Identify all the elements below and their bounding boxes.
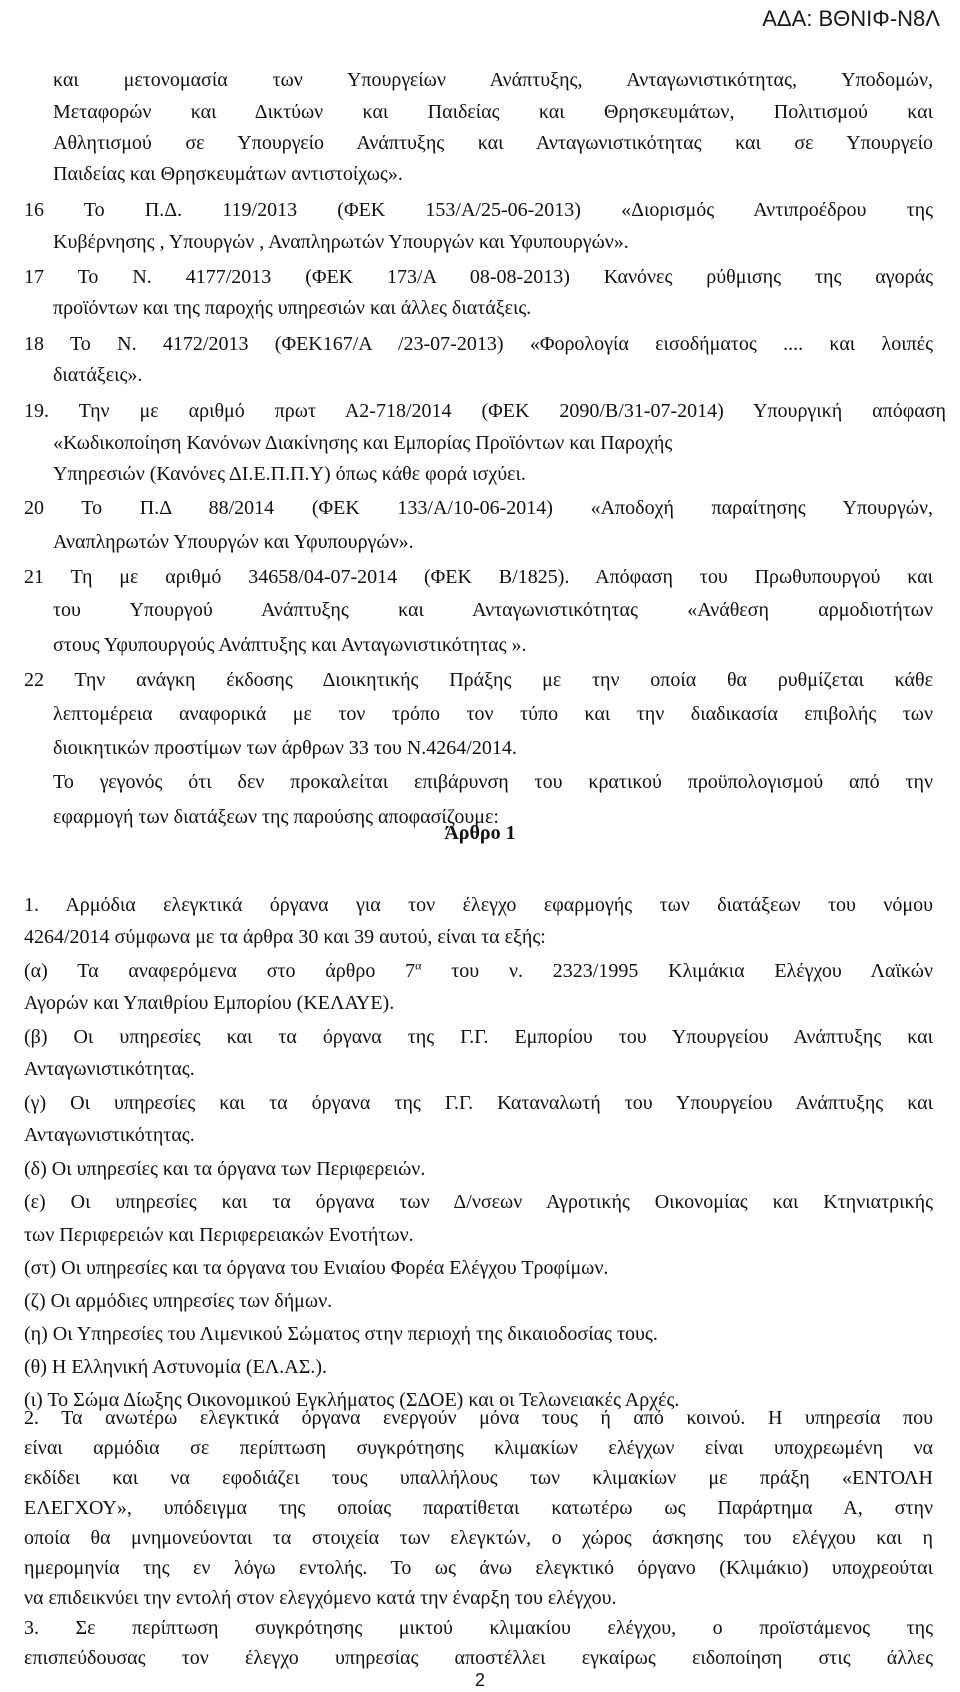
- text-line: 1. Αρμόδια ελεγκτικά όργανα για τον έλεγχο εφαρμογής των διατάξεων του νόμου: [24, 894, 933, 916]
- text-line: Κυβέρνησης , Υπουργών , Αναπληρωτών Υπουργών και Υφυπουργών».: [53, 231, 629, 253]
- text-line: Υπηρεσιών (Κανόνες ΔΙ.Ε.Π.Π.Υ) όπως κάθε φορά ισχύει.: [53, 463, 526, 485]
- text-line: ημερομηνία της εν λόγω εντολής. Το ως άνω ελεγκτικό όργανο (Κλιμάκιο) υποχρεούται: [24, 1557, 933, 1579]
- text-line: επισπεύδουσας τον έλεγχο υπηρεσίας αποστέλλει εγκαίρως ειδοποίηση στις άλλες: [24, 1647, 933, 1669]
- text-line: (β) Οι υπηρεσίες και τα όργανα της Γ.Γ. Εμπορίου του Υπουργείου Ανάπτυξης και: [24, 1026, 933, 1048]
- text-line: (ι) Το Σώμα Δίωξης Οικονομικού Εγκλήματος (ΣΔΟΕ) και οι Τελωνειακές Αρχές.: [24, 1389, 680, 1411]
- text-line: στους Υφυπουργούς Ανάπτυξης και Ανταγωνιστικότητας ».: [53, 634, 527, 656]
- text-line: λεπτομέρεια αναφορικά με τον τρόπο τον τύπο και την διαδικασία επιβολής των: [53, 703, 933, 725]
- text-line: Αγορών και Υπαιθρίου Εμπορίου (ΚΕΛΑΥΕ).: [24, 992, 395, 1014]
- text-line: οποία θα μνημονεύονται τα στοιχεία των ελεγκτών, ο χώρος άσκησης του ελέγχου και η: [24, 1527, 933, 1549]
- text-line: Ανταγωνιστικότητας.: [24, 1058, 195, 1080]
- text-line: των Περιφερειών και Περιφερειακών Ενοτήτων.: [24, 1224, 414, 1246]
- text-line: και μετονομασία των Υπουργείων Ανάπτυξης, Ανταγωνιστικότητας, Υποδομών,: [53, 69, 933, 91]
- text-line: Το γεγονός ότι δεν προκαλείται επιβάρυνση του κρατικού προϋπολογισμού από την: [53, 771, 933, 793]
- document-code: ΑΔΑ: ΒΘΝΙΦ-Ν8Λ: [762, 6, 940, 31]
- text-line: είναι αρμόδια σε περίπτωση συγκρότησης κλιμακίων ελέγχων είναι υποχρεωμένη να: [24, 1437, 933, 1459]
- text-line: 2. Τα ανωτέρω ελεγκτικά όργανα ενεργούν μόνα τους ή από κοινού. Η υπηρεσία που: [24, 1407, 933, 1429]
- list-item-18: 18 Το Ν. 4172/2013 (ΦΕΚ167/Α /23-07-2013) «Φορολογία εισοδήματος .... και λοιπές: [24, 333, 933, 355]
- text-line: (γ) Οι υπηρεσίες και τα όργανα της Γ.Γ. Καταναλωτή του Υπουργείου Ανάπτυξης και: [24, 1092, 933, 1114]
- text-line: Αθλητισμού σε Υπουργείο Ανάπτυξης και Ανταγωνιστικότητας και σε Υπουργείο: [53, 132, 933, 154]
- text-fragment: του ν. 2323/1995 Κλιμάκια Ελέγχου Λαϊκών: [421, 960, 933, 982]
- page-number: 2: [474, 1670, 485, 1690]
- text-line: εκδίδει και να εφοδιάζει τους υπαλλήλους των κλιμακίων με πράξη «ΕΝΤΟΛΗ: [24, 1467, 933, 1489]
- text-line: Παιδείας και Θρησκευμάτων αντιστοίχως».: [53, 163, 403, 185]
- text-fragment: (α) Τα αναφερόμενα στο άρθρο 7: [24, 960, 416, 982]
- list-item-19: 19. Την με αριθμό πρωτ Α2-718/2014 (ΦΕΚ 2090/Β/31-07-2014) Υπουργική απόφαση: [24, 400, 946, 422]
- text-line: (ε) Οι υπηρεσίες και τα όργανα των Δ/νσεων Αγροτικής Οικονομίας και Κτηνιατρικής: [24, 1191, 933, 1213]
- text-line: να επιδεικνύει την εντολή στον ελεγχόμενο κατά την έναρξη του ελέγχου.: [24, 1587, 617, 1609]
- text-line: εφαρμογή των διατάξεων της παρούσης αποφασίζουμε:: [53, 806, 499, 828]
- text-line: 3. Σε περίπτωση συγκρότησης μικτού κλιμακίου ελέγχου, ο προϊστάμενος της: [24, 1617, 933, 1639]
- text-line: 4264/2014 σύμφωνα με τα άρθρα 30 και 39 αυτού, είναι τα εξής:: [24, 926, 546, 948]
- text-line: διατάξεις».: [53, 364, 143, 386]
- text-line: (δ) Οι υπηρεσίες και τα όργανα των Περιφερειών.: [24, 1158, 426, 1180]
- text-line: Αναπληρωτών Υπουργών και Υφυπουργών».: [53, 531, 414, 553]
- text-line: (στ) Οι υπηρεσίες και τα όργανα του Ενιαίου Φορέα Ελέγχου Τροφίμων.: [24, 1257, 609, 1279]
- list-item-16: 16 Το Π.Δ. 119/2013 (ΦΕΚ 153/Α/25-06-2013) «Διορισμός Αντιπροέδρου της: [24, 199, 933, 221]
- text-line: (ζ) Οι αρμόδιες υπηρεσίες των δήμων.: [24, 1290, 333, 1312]
- list-item-20: 20 Το Π.Δ 88/2014 (ΦΕΚ 133/Α/10-06-2014) «Αποδοχή παραίτησης Υπουργών,: [24, 497, 933, 519]
- text-line: διοικητικών προστίμων των άρθρων 33 του Ν.4264/2014.: [53, 737, 517, 759]
- text-line: προϊόντων και της παροχής υπηρεσιών και άλλες διατάξεις.: [53, 297, 532, 319]
- list-item-21: 21 Τη με αριθμό 34658/04-07-2014 (ΦΕΚ Β/1825). Απόφαση του Πρωθυπουργού και: [24, 566, 933, 588]
- article-title: Άρθρο 1: [444, 822, 516, 844]
- text-line: Ανταγωνιστικότητας.: [24, 1124, 195, 1146]
- superscript: α: [415, 958, 422, 973]
- list-item-22: 22 Την ανάγκη έκδοσης Διοικητικής Πράξης με την οποία θα ρυθμίζεται κάθε: [24, 669, 933, 691]
- text-line: «Κωδικοποίηση Κανόνων Διακίνησης και Εμπορίας Προϊόντων και Παροχής: [53, 432, 673, 454]
- text-line: ΕΛΕΓΧΟΥ», υπόδειγμα της οποίας παρατίθεται κατωτέρω ως Παράρτημα Α, στην: [24, 1497, 933, 1519]
- text-line: Μεταφορών και Δικτύων και Παιδείας και Θρησκευμάτων, Πολιτισμού και: [53, 101, 933, 123]
- text-line-with-superscript: [24, 959, 933, 983]
- text-line: (η) Οι Υπηρεσίες του Λιμενικού Σώματος στην περιοχή της δικαιοδοσίας τους.: [24, 1323, 658, 1345]
- text-line: του Υπουργού Ανάπτυξης και Ανταγωνιστικότητας «Ανάθεση αρμοδιοτήτων: [53, 599, 933, 621]
- list-item-17: 17 Το Ν. 4177/2013 (ΦΕΚ 173/Α 08-08-2013) Κανόνες ρύθμισης της αγοράς: [24, 266, 933, 288]
- text-line: (θ) Η Ελληνική Αστυνομία (ΕΛ.ΑΣ.).: [24, 1356, 328, 1378]
